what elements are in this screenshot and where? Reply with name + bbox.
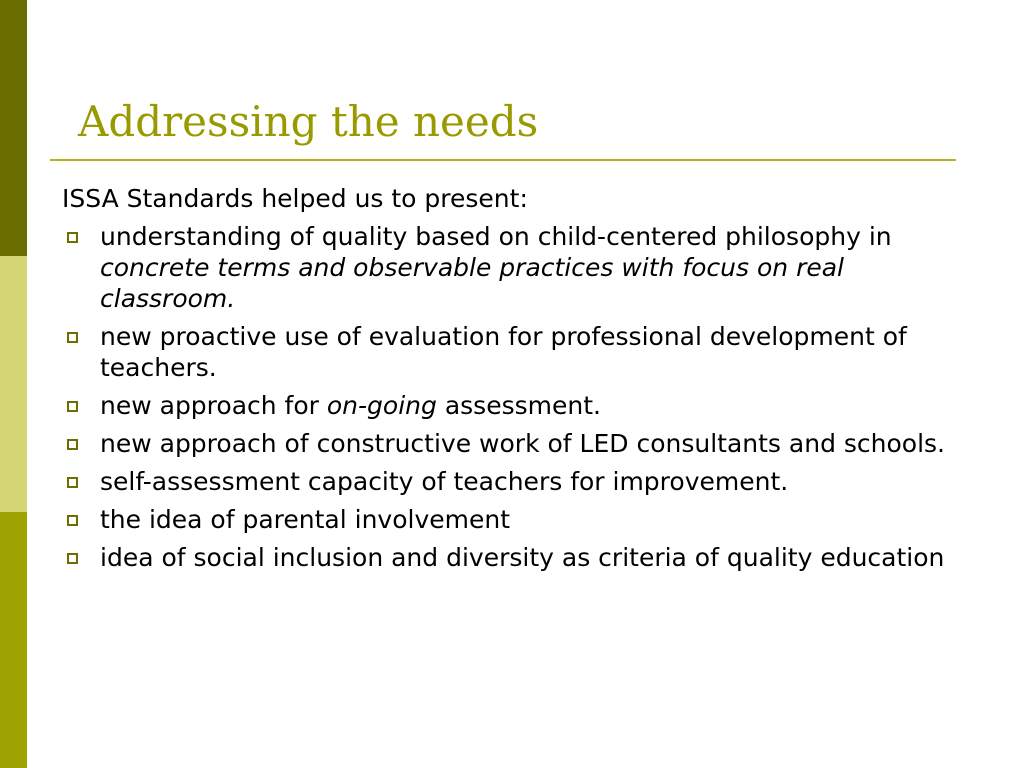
list-item: self-assessment capacity of teachers for improvement. — [62, 466, 962, 497]
square-bullet-icon — [67, 401, 78, 412]
emphasis-text: on-going — [326, 391, 437, 420]
list-item: new approach for on-going assessment. — [62, 390, 962, 421]
title-divider — [50, 159, 956, 161]
intro-text: ISSA Standards helped us to present: — [62, 184, 528, 213]
square-bullet-icon — [67, 232, 78, 243]
square-bullet-icon — [67, 332, 78, 343]
list-item: the idea of parental involvement — [62, 504, 962, 535]
list-item: new approach of constructive work of LED consultants and schools. — [62, 428, 962, 459]
emphasis-text: concrete terms and observable practices with focus on real classroom. — [100, 253, 845, 313]
square-bullet-icon — [67, 439, 78, 450]
list-item: new proactive use of evaluation for professional development of teachers. — [62, 321, 962, 383]
bullet-list — [62, 221, 962, 573]
slide-body — [62, 183, 962, 580]
sidebar-decoration — [0, 0, 27, 768]
list-item: understanding of quality based on child-centered philosophy in concrete terms and observable practices with focus on real classroom. — [62, 221, 962, 314]
list-item: idea of social inclusion and diversity as criteria of quality education — [62, 542, 962, 573]
square-bullet-icon — [67, 515, 78, 526]
square-bullet-icon — [67, 477, 78, 488]
square-bullet-icon — [67, 553, 78, 564]
sidebar-segment-light — [0, 256, 27, 512]
slide-title: Addressing the needs — [78, 97, 539, 146]
sidebar-segment-mid — [0, 512, 27, 768]
sidebar-segment-dark — [0, 0, 27, 256]
